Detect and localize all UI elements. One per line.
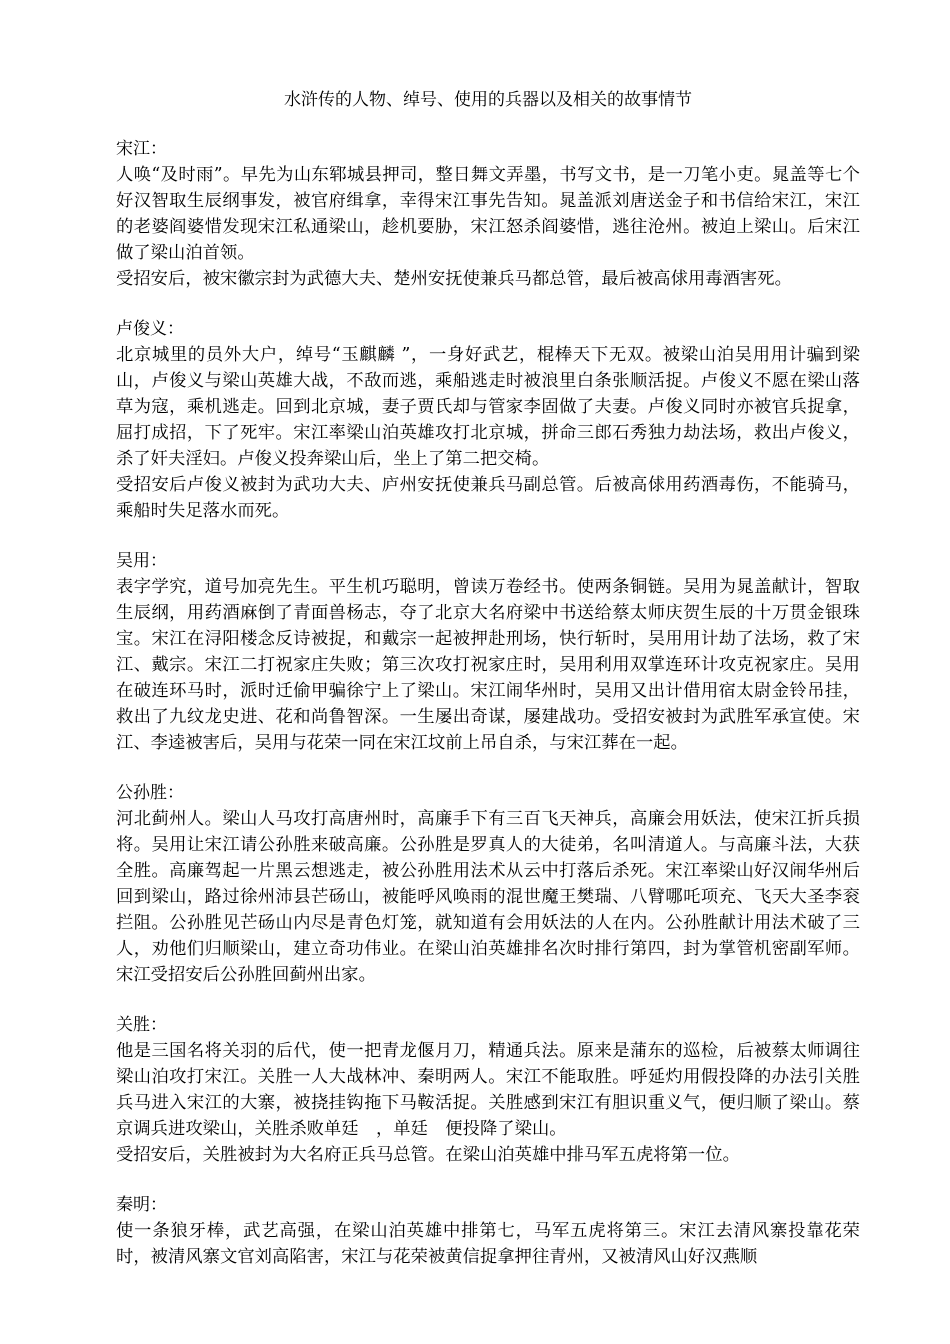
section-song-jiang — [116, 136, 860, 292]
section-heading: 关胜： — [116, 1015, 167, 1035]
section-gongsun-sheng — [116, 780, 860, 988]
section-heading: 吴用： — [116, 551, 167, 571]
section-paragraph: 北京城里的员外大户，绰号“玉麒麟 ”，一身好武艺，棍棒天下无双。被梁山泊吴用用计骗到梁山，卢俊义与梁山英雄大战，不敌而逃，乘船逃走时被浪里白条张顺活捉。卢俊义不愿在梁山落草为寇，乘机逃走。回到北京城，妻子贾氏却与管家李固做了夫妻。卢俊义同时亦被官兵捉拿，屈打成招，下了死牢。宋江率梁山泊英雄攻打北京城，拼命三郎石秀独力劫法场，救出卢俊义，杀了奸夫淫妇。卢俊义投奔梁山后，坐上了第二把交椅。 — [116, 345, 860, 469]
section-qin-ming — [116, 1192, 860, 1270]
section-heading: 宋江： — [116, 139, 167, 159]
section-paragraph: 他是三国名将关羽的后代，使一把青龙偃月刀，精通兵法。原来是蒲东的巡检，后被蔡太师调往梁山泊攻打宋江。关胜一人大战林冲、秦明两人。宋江不能取胜。呼延灼用假投降的办法引关胜兵马进入宋江的大寨，被挠挂钩拖下马鞍活捉。关胜感到宋江有胆识重义气，便归顺了梁山。蔡京调兵进攻梁山，关胜杀败单廷 ，单廷 便投降了梁山。 — [116, 1041, 860, 1139]
section-paragraph: 河北蓟州人。梁山人马攻打高唐州时，高廉手下有三百飞天神兵，高廉会用妖法，使宋江折兵损将。吴用让宋江请公孙胜来破高廉。公孙胜是罗真人的大徒弟，名叫清道人。与高廉斗法，大获全胜。高廉驾起一片黑云想逃走，被公孙胜用法术从云中打落后杀死。宋江率梁山好汉闹华州后回到梁山，路过徐州沛县芒砀山，被能呼风唤雨的混世魔王樊瑞、八臂哪吒项充、飞天大圣李衮拦阻。公孙胜见芒砀山内尽是青色灯笼，就知道有会用妖法的人在内。公孙胜献计用法术破了三人，劝他们归顺梁山，建立奇功伟业。在梁山泊英雄排名次时排行第四，封为掌管机密副军师。宋江受招安后公孙胜回蓟州出家。 — [116, 809, 860, 985]
document-page — [116, 88, 860, 1294]
section-guan-sheng — [116, 1012, 860, 1168]
section-paragraph: 使一条狼牙棒，武艺高强，在梁山泊英雄中排第七，马军五虎将第三。宋江去清风寨投靠花荣时，被清风寨文官刘高陷害，宋江与花荣被黄信捉拿押往青州，又被清风山好汉燕顺 — [116, 1221, 860, 1267]
section-wu-yong — [116, 548, 860, 756]
section-paragraph: 受招安后，被宋徽宗封为武德大夫、楚州安抚使兼兵马都总管，最后被高俅用毒酒害死。 — [116, 269, 792, 289]
section-heading: 公孙胜： — [116, 783, 184, 803]
section-paragraph: 受招安后，关胜被封为大名府正兵马总管。在梁山泊英雄中排马军五虎将第一位。 — [116, 1145, 740, 1165]
section-heading: 秦明： — [116, 1195, 167, 1215]
section-heading: 卢俊义： — [116, 319, 184, 339]
document-title: 水浒传的人物、绰号、使用的兵器以及相关的故事情节 — [284, 90, 692, 110]
section-paragraph: 人唤“及时雨”。早先为山东郓城县押司，整日舞文弄墨，书写文书，是一刀笔小吏。晁盖等七个好汉智取生辰纲事发，被官府缉拿，幸得宋江事先告知。晁盖派刘唐送金子和书信给宋江，宋江的老婆阎婆惜发现宋江私通梁山，趁机要胁，宋江怒杀阎婆惜，逃往沧州。被迫上梁山。后宋江做了梁山泊首领。 — [116, 165, 860, 263]
section-paragraph: 表字学究，道号加亮先生。平生机巧聪明，曾读万卷经书。使两条铜链。吴用为晁盖献计，智取生辰纲，用药酒麻倒了青面兽杨志，夺了北京大名府梁中书送给蔡太师庆贺生辰的十万贯金银珠宝。宋江在浔阳楼念反诗被捉，和戴宗一起被押赴刑场，快行斩时，吴用用计劫了法场，救了宋江、戴宗。宋江二打祝家庄失败；第三次攻打祝家庄时，吴用利用双掌连环计攻克祝家庄。吴用在破连环马时，派时迁偷甲骗徐宁上了梁山。宋江闹华州时，吴用又出计借用宿太尉金铃吊挂，救出了九纹龙史进、花和尚鲁智深。一生屡出奇谋，屡建战功。受招安被封为武胜军承宣使。宋江、李逵被害后，吴用与花荣一同在宋江坟前上吊自杀，与宋江葬在一起。 — [116, 577, 860, 753]
section-lu-junyi — [116, 316, 860, 524]
section-paragraph: 受招安后卢俊义被封为武功大夫、庐州安抚使兼兵马副总管。后被高俅用药酒毒伤，不能骑马，乘船时失足落水而死。 — [116, 475, 860, 521]
